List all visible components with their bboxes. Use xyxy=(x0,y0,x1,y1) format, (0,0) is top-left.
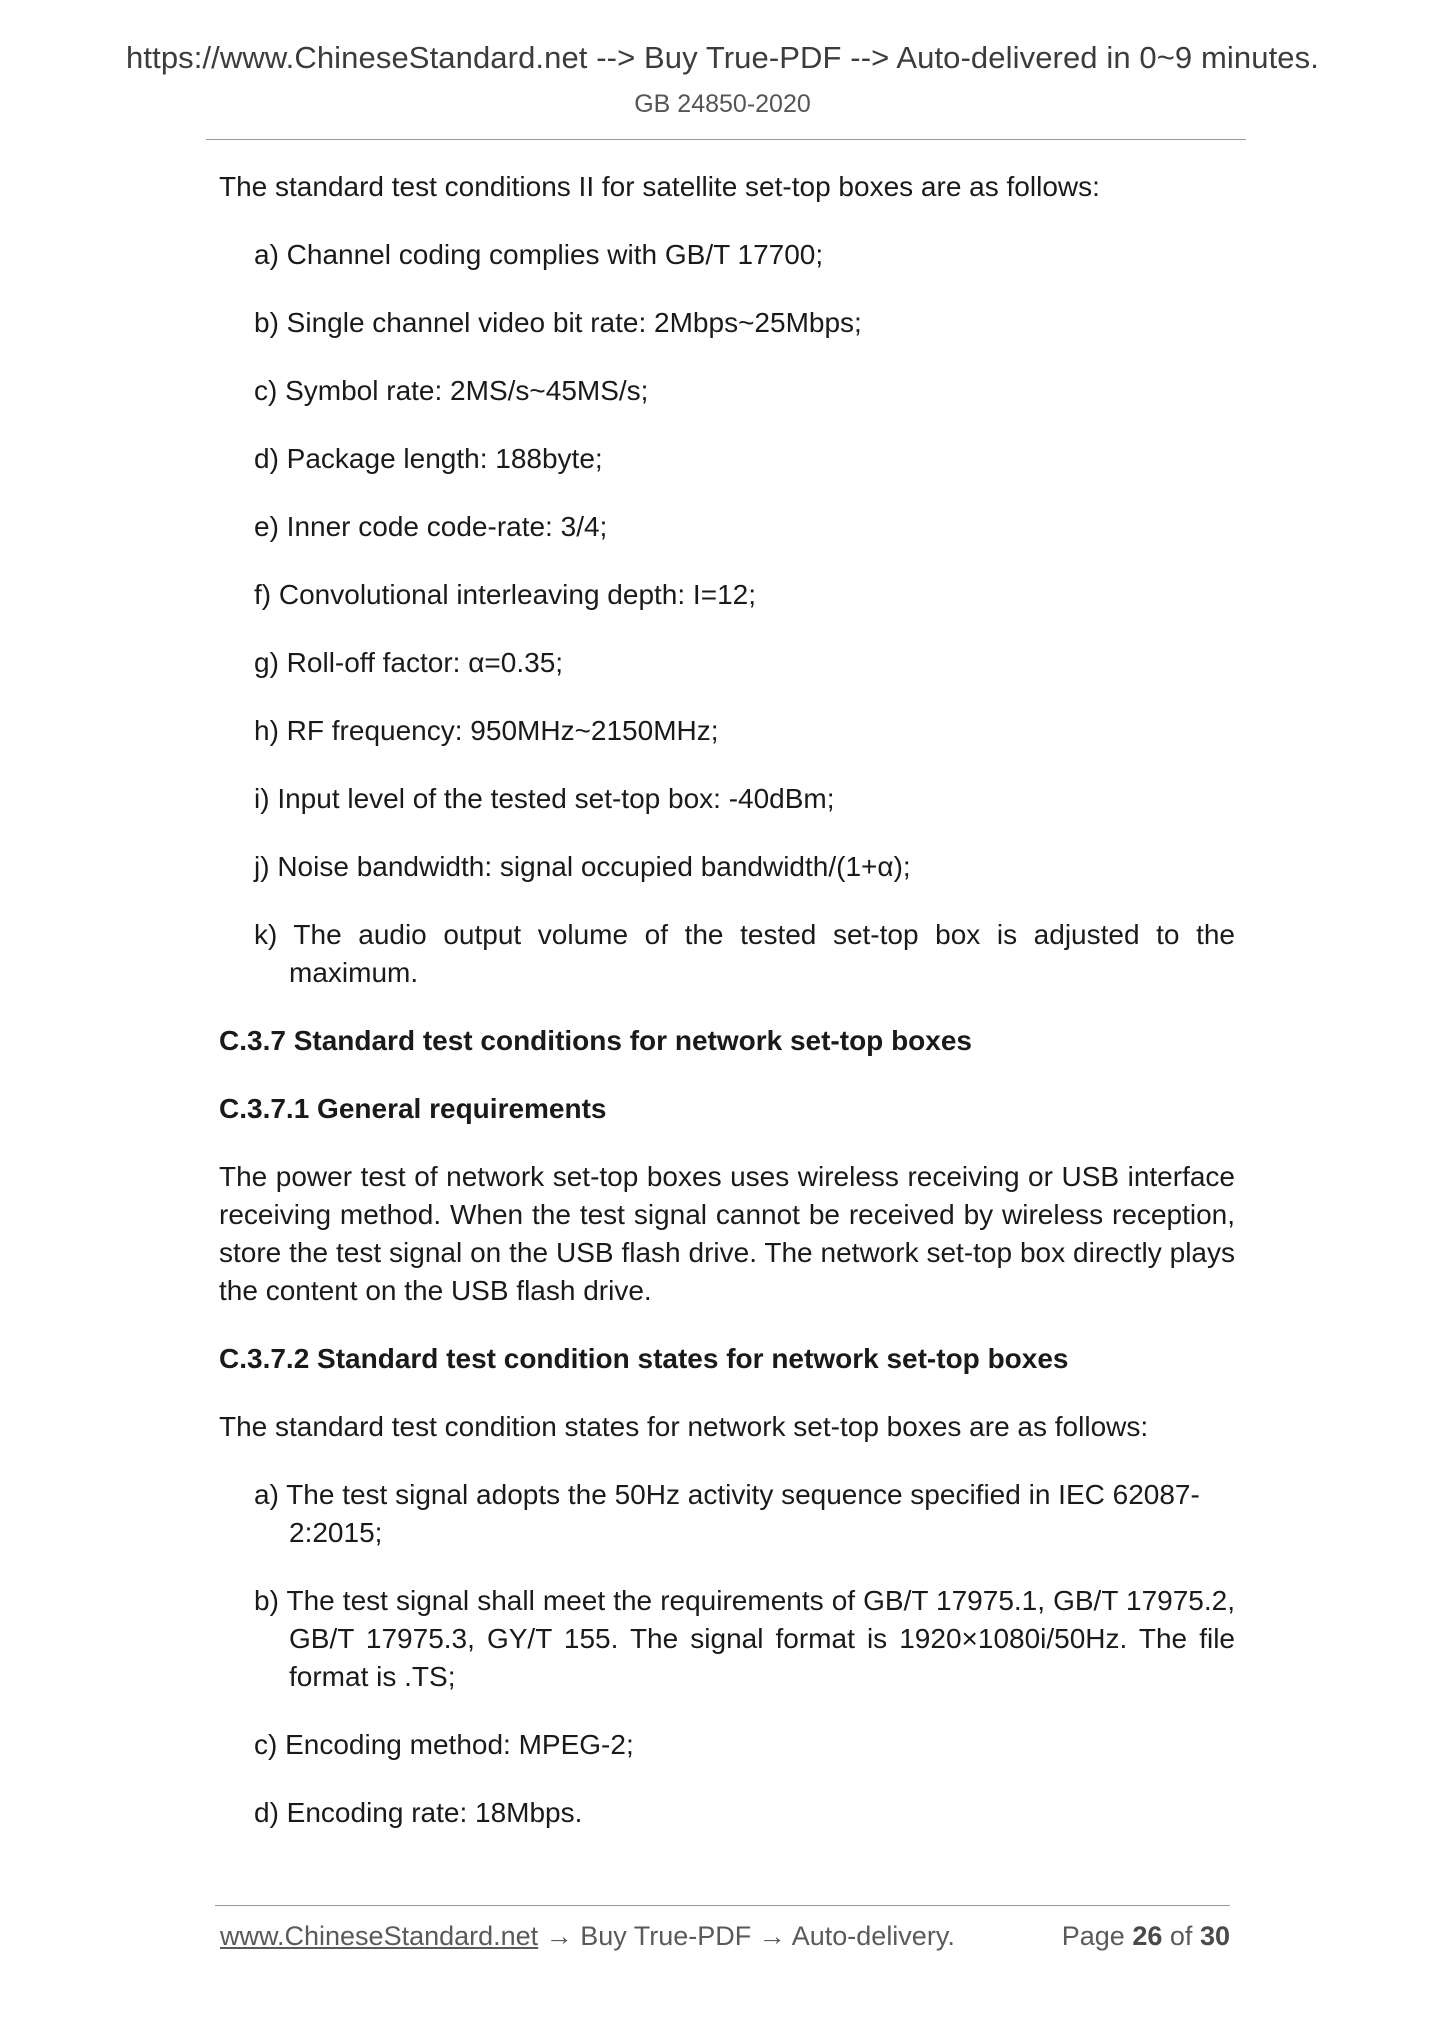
section-heading-c37: C.3.7 Standard test conditions for network set-top boxes xyxy=(219,1025,972,1056)
list-item: e) Inner code code-rate: 3/4; xyxy=(254,511,608,542)
top-banner: https://www.ChineseStandard.net --> Buy True-PDF --> Auto-delivered in 0~9 minutes. xyxy=(126,40,1319,75)
list-item: c) Encoding method: MPEG-2; xyxy=(254,1729,634,1760)
website-link[interactable]: www.ChineseStandard.net xyxy=(220,1921,539,1951)
of-label: of xyxy=(1169,1921,1193,1951)
page-footer xyxy=(220,1921,1230,1961)
satellite-intro: The standard test conditions II for satellite set-top boxes are as follows: xyxy=(219,171,1100,202)
page-number: 26 xyxy=(1132,1921,1163,1951)
page-indicator xyxy=(1062,1921,1230,1952)
list-item: h) RF frequency: 950MHz~2150MHz; xyxy=(254,715,719,746)
network-intro: The standard test condition states for network set-top boxes are as follows: xyxy=(219,1411,1149,1442)
list-item: k) The audio output volume of the tested set-top box is adjusted to the maximum. xyxy=(254,919,1235,988)
section-heading-c372: C.3.7.2 Standard test condition states for network set-top boxes xyxy=(219,1343,1069,1374)
list-item: a) Channel coding complies with GB/T 17700; xyxy=(254,239,824,270)
list-item: b) Single channel video bit rate: 2Mbps~25Mbps; xyxy=(254,307,862,338)
list-item: a) The test signal adopts the 50Hz activity sequence specified in IEC 62087-2:2015; xyxy=(254,1479,1200,1548)
list-item: i) Input level of the tested set-top box: -40dBm; xyxy=(254,783,835,814)
document-body xyxy=(219,168,1235,1862)
list-item: d) Package length: 188byte; xyxy=(254,443,603,474)
footer-tagline: → Buy True-PDF → Auto-delivery. xyxy=(538,1921,955,1951)
header-divider xyxy=(206,139,1246,140)
list-item: d) Encoding rate: 18Mbps. xyxy=(254,1797,583,1828)
list-item: c) Symbol rate: 2MS/s~45MS/s; xyxy=(254,375,649,406)
general-requirements-text: The power test of network set-top boxes uses wireless receiving or USB interface receiving method. When the test signal cannot be received by wireless reception, store the test signal on the USB flash drive. The network set-top box directly plays the content on the USB flash drive. xyxy=(219,1161,1235,1306)
list-item: g) Roll-off factor: α=0.35; xyxy=(254,647,564,678)
standard-code: GB 24850-2020 xyxy=(634,90,811,118)
page-label: Page xyxy=(1061,1921,1125,1951)
list-item: b) The test signal shall meet the requirements of GB/T 17975.1, GB/T 17975.2, GB/T 17975.3, GY/T 155. The signal format is 1920×1080i/50Hz. The file format is .TS; xyxy=(254,1585,1235,1692)
footer-divider xyxy=(215,1905,1230,1906)
list-item: j) Noise bandwidth: signal occupied bandwidth/(1+α); xyxy=(254,851,911,882)
list-item: f) Convolutional interleaving depth: I=12; xyxy=(254,579,756,610)
footer-left xyxy=(220,1921,955,1952)
total-pages: 30 xyxy=(1199,1921,1230,1951)
section-heading-c371: C.3.7.1 General requirements xyxy=(219,1093,607,1124)
